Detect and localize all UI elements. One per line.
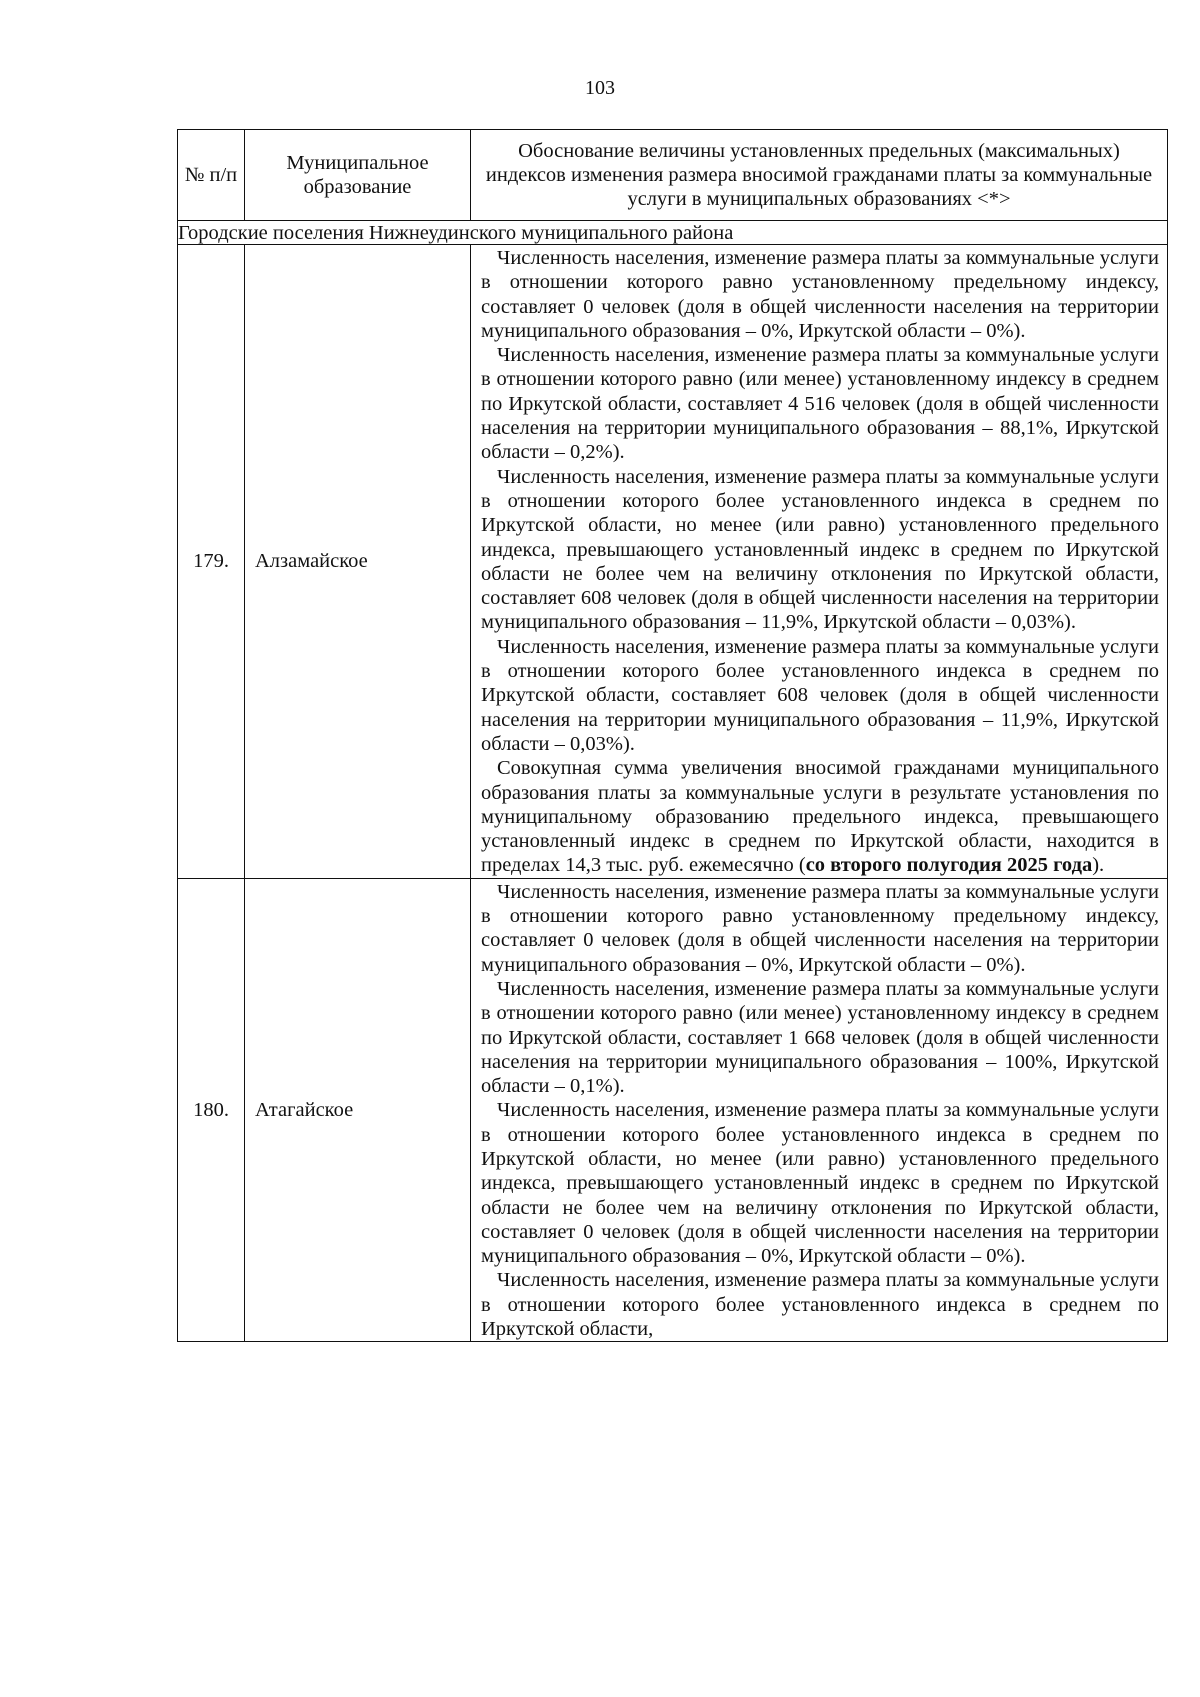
justification-paragraph: Численность населения, изменение размера платы за коммунальные услуги в отношении которого более установленного индекса в среднем по Иркутской области, <box>481 1269 1159 1341</box>
page-number: 103 <box>585 77 615 99</box>
table-row <box>178 245 1168 879</box>
justification-paragraph: Численность населения, изменение размера платы за коммунальные услуги в отношении которого равно установленному предельному индексу, составляет 0 человек (доля в общей численности населения на территории муниципального образования – 0%, Иркутской области – 0%). <box>481 880 1159 976</box>
municipality-name: Алзамайское <box>245 245 471 879</box>
header-municipality: Муниципальное образование <box>245 130 471 221</box>
justification-paragraph: Численность населения, изменение размера платы за коммунальные услуги в отношении которого более установленного индекса в среднем по Иркутской области, составляет 608 человек (доля в общей численности населения на территории муниципального образования – 11,9%, Иркутской области – 0,03%). <box>481 635 1159 755</box>
summary-tail: ). <box>1092 854 1105 877</box>
summary-period: со второго полугодия 2025 года <box>805 854 1093 877</box>
row-number: 180. <box>178 878 245 1342</box>
tariff-justification-table <box>177 129 1168 1342</box>
justification-paragraph: Численность населения, изменение размера платы за коммунальные услуги в отношении которого более установленного индекса в среднем по Иркутской области, но менее (или равно) установленного предельного индекса, превышающего установленный индекс в среднем по Иркутской области не более чем на величину отклонения по Иркутской области, составляет 608 человек (доля в общей численности населения на территории муниципального образования – 11,9%, Иркутской области – 0,03%). <box>481 465 1159 634</box>
table-row <box>178 878 1168 1342</box>
justification-cell <box>471 245 1168 879</box>
summary-text: Совокупная сумма увеличения вносимой гражданами муниципального образования платы за коммунальные услуги в результате установления по муниципальному образованию предельного индекса, превышающего установленный индекс в среднем по Иркутской области, находится в пределах 14,3 тыс. руб. ежемесячно ( <box>481 757 1159 877</box>
header-num: № п/п <box>178 130 245 221</box>
justification-paragraph: Численность населения, изменение размера платы за коммунальные услуги в отношении которого равно (или менее) установленному индексу в среднем по Иркутской области, составляет 4 516 человек (доля в общей численности населения на территории муниципального образования – 88,1%, Иркутской области – 0,2%). <box>481 344 1159 464</box>
header-justification: Обоснование величины установленных предельных (максимальных) индексов изменения размера вносимой гражданами платы за коммунальные услуги в муниципальных образованиях <*> <box>471 130 1168 221</box>
section-row <box>178 221 1168 245</box>
section-title: Городские поселения Нижнеудинского муниципального района <box>178 221 1168 245</box>
municipality-name: Атагайское <box>245 878 471 1342</box>
table-header-row <box>178 130 1168 221</box>
justification-cell <box>471 878 1168 1342</box>
justification-paragraph: Численность населения, изменение размера платы за коммунальные услуги в отношении которого более установленного индекса в среднем по Иркутской области, но менее (или равно) установленного предельного индекса, превышающего установленный индекс в среднем по Иркутской области не более чем на величину отклонения по Иркутской области, составляет 0 человек (доля в общей численности населения на территории муниципального образования – 0%, Иркутской области – 0%). <box>481 1099 1159 1268</box>
row-number: 179. <box>178 245 245 879</box>
justification-summary-paragraph <box>481 756 1159 877</box>
justification-paragraph: Численность населения, изменение размера платы за коммунальные услуги в отношении которого равно установленному предельному индексу, составляет 0 человек (доля в общей численности населения на территории муниципального образования – 0%, Иркутской области – 0%). <box>481 247 1159 342</box>
justification-paragraph: Численность населения, изменение размера платы за коммунальные услуги в отношении которого равно (или менее) установленному индексу в среднем по Иркутской области, составляет 1 668 человек (доля в общей численности населения на территории муниципального образования – 100%, Иркутской области – 0,1%). <box>481 977 1159 1098</box>
